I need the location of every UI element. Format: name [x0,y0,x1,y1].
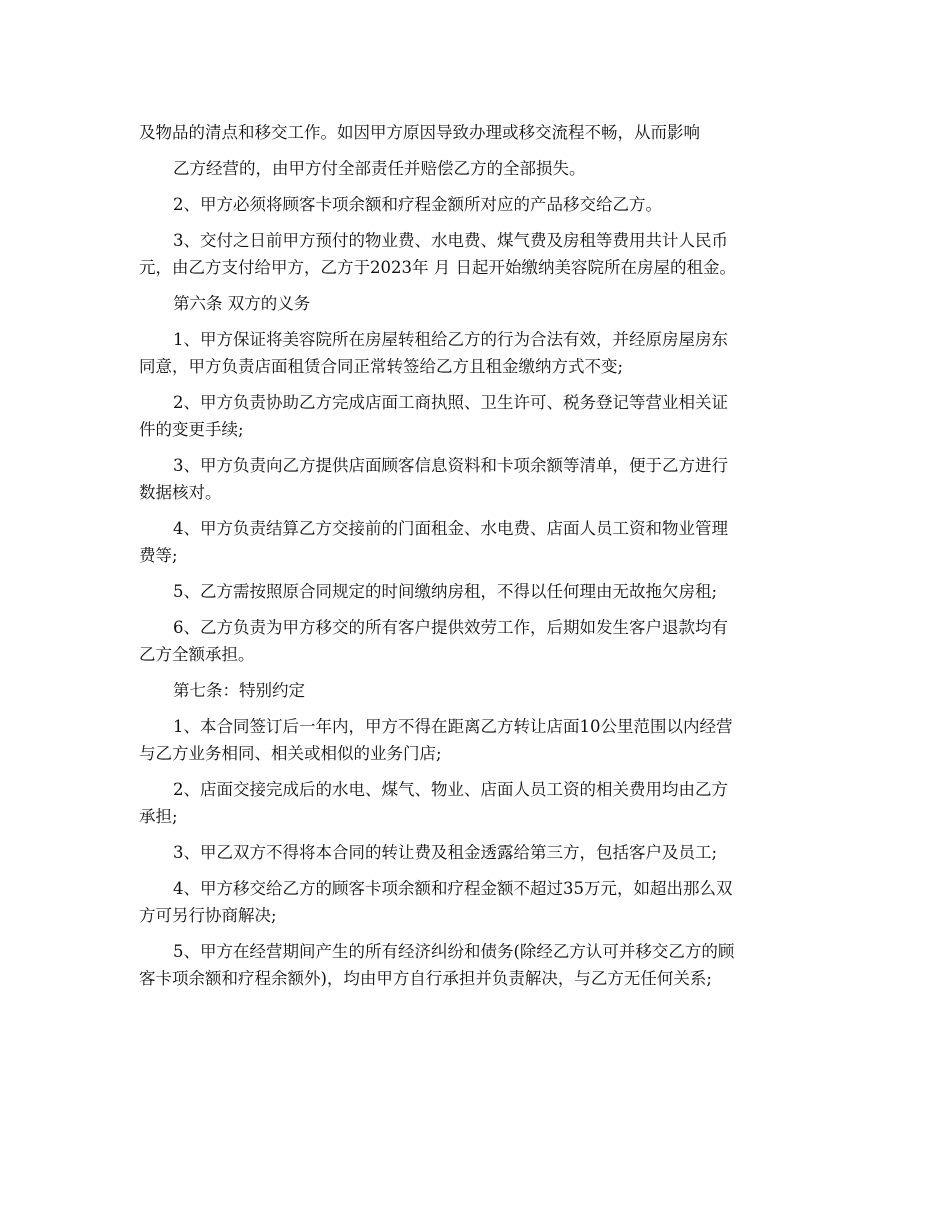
text-line: 元，由乙方支付给甲方，乙方于2023年 月 日起开始缴纳美容院所在房屋的租金。 [139,258,736,277]
paragraph-clause-5-2 [139,191,814,218]
text-line: 2、店面交接完成后的水电、煤气、物业、店面人员工资的相关费用均由乙方 [173,780,728,799]
text-line: 3、甲方负责向乙方提供店面顾客信息资料和卡项余额等清单，便于乙方进行 [173,456,728,475]
paragraph-clause-6-5 [139,578,814,605]
text-line: 乙方经营的，由甲方付全部责任并赔偿乙方的全部损失。 [173,159,586,178]
text-line: 6、乙方负责为甲方移交的所有客户提供效劳工作，后期如发生客户退款均有 [173,618,728,637]
section-heading: 第六条 双方的义务 [173,294,311,313]
paragraph-clause-7-4 [139,875,814,929]
text-line: 及物品的清点和移交工作。如因甲方原因导致办理或移交流程不畅，从而影响 [139,123,700,142]
text-line: 件的变更手续; [139,420,244,439]
paragraph-clause-7-3 [139,839,814,866]
text-line: 乙方全额承担。 [139,645,255,664]
text-line: 5、甲方在经营期间产生的所有经济纠纷和债务(除经乙方认可并移交乙方的顾 [173,942,735,961]
paragraph-clause-6-4 [139,515,814,569]
text-line: 3、交付之日前甲方预付的物业费、水电费、煤气费及房租等费用共计人民币 [173,231,728,250]
section-heading: 第七条：特别约定 [173,681,305,700]
text-line: 数据核对。 [139,483,222,502]
text-line: 1、甲方保证将美容院所在房屋转租给乙方的行为合法有效，并经原房屋房东 [173,330,728,349]
paragraph-clause-7-5 [139,938,814,992]
section-heading-article-7 [139,677,814,704]
text-line: 方可另行协商解决; [139,906,277,925]
text-line: 2、甲方必须将顾客卡项余额和疗程金额所对应的产品移交给乙方。 [173,195,662,214]
text-line: 4、甲方负责结算乙方交接前的门面租金、水电费、店面人员工资和物业管理 [173,519,728,538]
text-line: 客卡项余额和疗程余额外)，均由甲方自行承担并负责解决，与乙方无任何关系; [139,969,712,988]
text-line: 1、本合同签订后一年内，甲方不得在距离乙方转让店面10公里范围以内经营 [173,717,733,736]
text-line: 与乙方业务相同、相关或相似的业务门店; [139,744,442,763]
text-line: 承担; [139,807,178,826]
paragraph-handover-continued [139,119,814,182]
paragraph-clause-6-2 [139,389,814,443]
text-line: 费等; [139,546,178,565]
document-body [139,119,814,992]
text-line: 5、乙方需按照原合同规定的时间缴纳房租，不得以任何理由无故拖欠房租; [173,582,718,601]
text-line: 同意，甲方负责店面租赁合同正常转签给乙方且租金缴纳方式不变; [139,357,624,376]
paragraph-clause-6-6 [139,614,814,668]
text-line: 4、甲方移交给乙方的顾客卡项余额和疗程金额不超过35万元，如超出那么双 [173,879,733,898]
section-heading-article-6 [139,290,814,317]
paragraph-clause-6-1 [139,326,814,380]
paragraph-clause-5-3 [139,227,814,281]
text-line: 2、甲方负责协助乙方完成店面工商执照、卫生许可、税务登记等营业相关证 [173,393,728,412]
paragraph-clause-7-1 [139,713,814,767]
paragraph-clause-6-3 [139,452,814,506]
text-line: 3、甲乙双方不得将本合同的转让费及租金透露给第三方，包括客户及员工; [173,843,718,862]
paragraph-clause-7-2 [139,776,814,830]
